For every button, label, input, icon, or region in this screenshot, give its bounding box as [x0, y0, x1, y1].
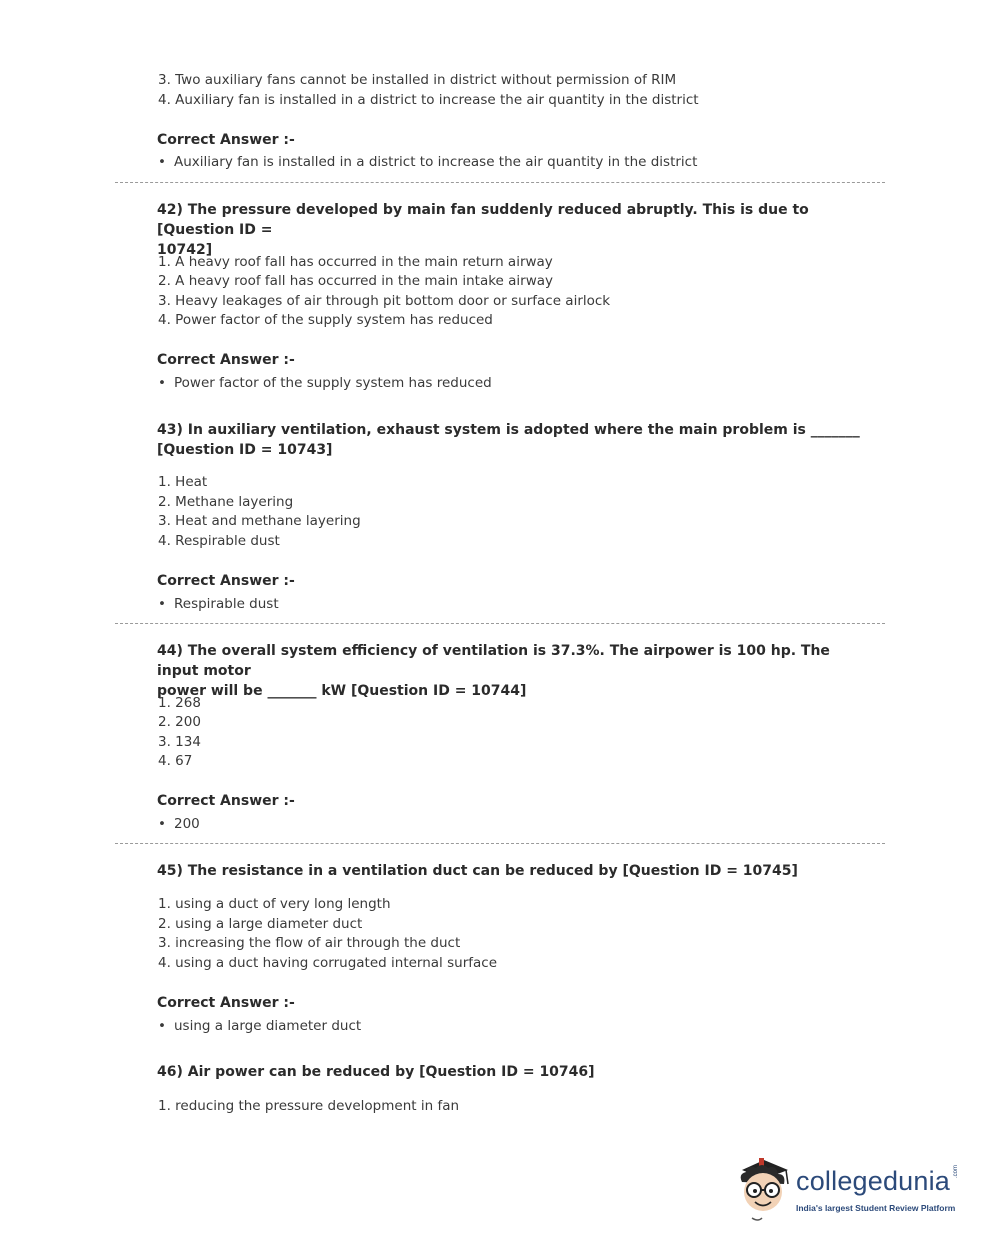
- bullet-icon: •: [158, 375, 166, 391]
- logo-wordmark: collegedunia: [796, 1166, 951, 1196]
- option-1: 1. A heavy roof fall has occurred in the main return airway: [158, 254, 553, 270]
- bullet-icon: •: [158, 816, 166, 832]
- correct-answer-text: Power factor of the supply system has reduced: [174, 375, 492, 391]
- option-3: 3. Heavy leakages of air through pit bottom door or surface airlock: [158, 293, 611, 309]
- correct-answer-label: Correct Answer :-: [157, 995, 295, 1011]
- option-4: 4. Auxiliary fan is installed in a district to increase the air quantity in the district: [158, 92, 699, 108]
- bullet-icon: •: [158, 1018, 166, 1034]
- option-2: 2. Methane layering: [158, 494, 294, 510]
- correct-answer: [158, 1018, 361, 1034]
- correct-answer: [158, 596, 279, 612]
- question-text-line1: 43) In auxiliary ventilation, exhaust system is adopted where the main problem is _______: [157, 422, 860, 438]
- question-42: [157, 200, 867, 260]
- mascot-icon: [734, 1152, 794, 1224]
- option-3: 3. 134: [158, 734, 201, 750]
- question-text-line1: 46) Air power can be reduced by [Question ID = 10746]: [157, 1064, 595, 1080]
- option-1: 1. Heat: [158, 474, 208, 490]
- option-3: 3. Heat and methane layering: [158, 513, 361, 529]
- separator: [115, 843, 885, 844]
- question-text-line2: [Question ID = 10743]: [157, 442, 333, 458]
- option-2: 2. 200: [158, 714, 201, 730]
- option-1: 1. reducing the pressure development in fan: [158, 1098, 460, 1114]
- question-46: [157, 1062, 867, 1082]
- option-1: 1. using a duct of very long length: [158, 896, 391, 912]
- question-text-line2: power will be _______ kW [Question ID = 10744]: [157, 683, 527, 699]
- question-text-line1: 45) The resistance in a ventilation duct can be reduced by [Question ID = 10745]: [157, 863, 798, 879]
- correct-answer-label: Correct Answer :-: [157, 573, 295, 589]
- collegedunia-logo: [734, 1152, 964, 1227]
- correct-answer-label: Correct Answer :-: [157, 793, 295, 809]
- option-1: 1. 268: [158, 695, 201, 711]
- correct-answer-label: Correct Answer :-: [157, 352, 295, 368]
- correct-answer-text: using a large diameter duct: [174, 1018, 362, 1034]
- option-2: 2. A heavy roof fall has occurred in the main intake airway: [158, 273, 554, 289]
- question-45: [157, 861, 867, 881]
- option-3: 3. increasing the flow of air through the duct: [158, 935, 461, 951]
- logo-suffix: .com: [953, 1164, 959, 1178]
- separator: [115, 182, 885, 183]
- correct-answer-label: Correct Answer :-: [157, 132, 295, 148]
- option-4: 4. 67: [158, 753, 193, 769]
- question-text-line2: 10742]: [157, 242, 213, 258]
- bullet-icon: •: [158, 154, 166, 170]
- option-3: 3. Two auxiliary fans cannot be installed in district without permission of RIM: [158, 72, 677, 88]
- question-text-line1: 42) The pressure developed by main fan suddenly reduced abruptly. This is due to [Question ID =: [157, 202, 809, 238]
- question-44: [157, 641, 867, 701]
- correct-answer-text: 200: [174, 816, 200, 832]
- option-4: 4. Power factor of the supply system has reduced: [158, 312, 493, 328]
- correct-answer-text: Respirable dust: [174, 596, 279, 612]
- option-4: 4. using a duct having corrugated internal surface: [158, 955, 497, 971]
- question-43: [157, 420, 867, 460]
- option-4: 4. Respirable dust: [158, 533, 280, 549]
- correct-answer: [158, 375, 492, 391]
- correct-answer: [158, 154, 697, 170]
- separator: [115, 623, 885, 624]
- option-2: 2. using a large diameter duct: [158, 916, 363, 932]
- question-text-line1: 44) The overall system efficiency of ventilation is 37.3%. The airpower is 100 hp. The input motor: [157, 643, 830, 679]
- correct-answer-text: Auxiliary fan is installed in a district to increase the air quantity in the district: [174, 154, 698, 170]
- bullet-icon: •: [158, 596, 166, 612]
- correct-answer: [158, 816, 200, 832]
- logo-tagline: India's largest Student Review Platform: [796, 1203, 956, 1213]
